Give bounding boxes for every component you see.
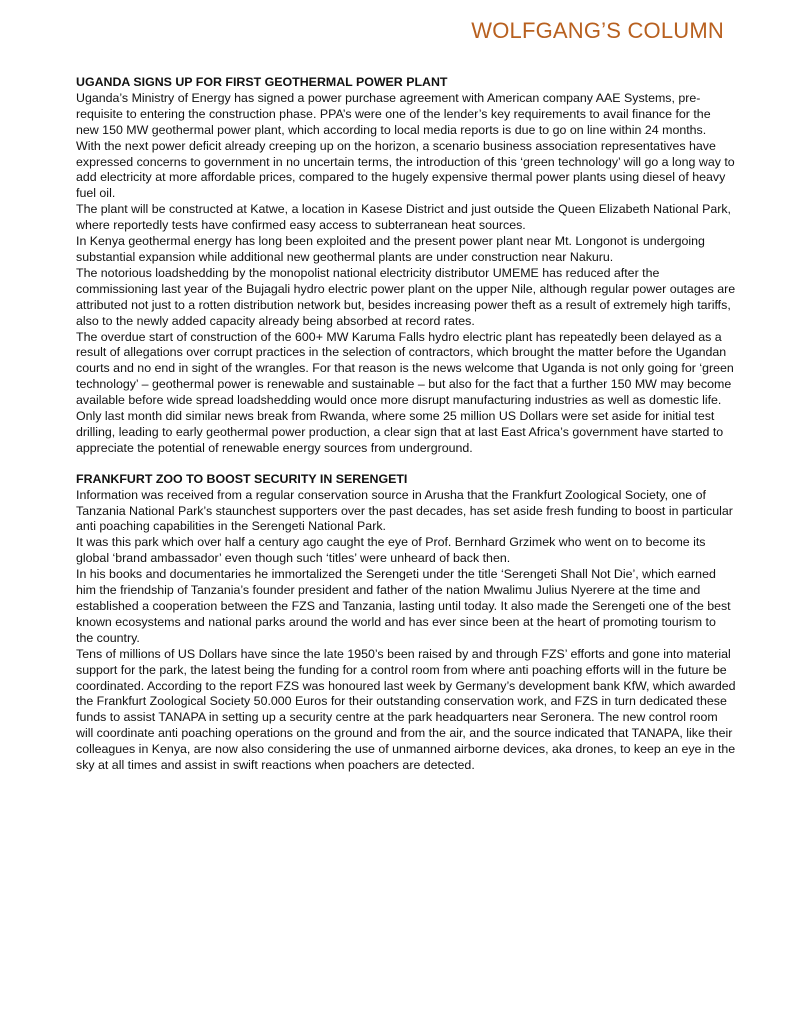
article-frankfurt-zoo — [76, 472, 736, 774]
article-paragraph: The notorious loadshedding by the monopolist national electricity distributor UMEME has reduced after the commissioning last year of the Bujagali hydro electric power plant on the upper Nile, although regular power outages are attributed not just to a rotten distribution network but, besides increasing power theft as a result of extremely high tariffs, also to the newly added capacity already being absorbed at record rates. — [76, 265, 736, 328]
article-uganda-geothermal — [76, 75, 736, 457]
article-paragraph: It was this park which over half a century ago caught the eye of Prof. Bernhard Grzimek who went on to become its global ‘brand ambassador’ even though such ‘titles’ were unheard of back then. — [76, 535, 706, 566]
column-title: WOLFGANG’S COLUMN — [471, 18, 724, 43]
article-paragraph: Tens of millions of US Dollars have since the late 1950’s been raised by and through FZS’ efforts and gone into material support for the park, the latest being the funding for a control room from where anti poaching efforts will in the future be coordinated. According to the report FZS was honoured last week by Germany’s development bank KfW, which awarded the Frankfurt Zoological Society 50.000 Euros for their outstanding conservation work, and FZS in turn dedicated these funds to assist TANAPA in setting up a security centre at the park headquarters near Seronera. The new control room will coordinate anti poaching operations on the ground and from the air, and the source indicated that TANAPA, like their colleagues in Kenya, are now also considering the use of unmanned airborne devices, aka drones, to keep an eye in the sky at all times and assist in swift reactions when poachers are detected. — [76, 646, 736, 773]
article-paragraph: The plant will be constructed at Katwe, a location in Kasese District and just outside the Queen Elizabeth National Park, where reportedly tests have confirmed easy access to subterranean heat sources. — [76, 202, 731, 233]
article-paragraph: In his books and documentaries he immortalized the Serengeti under the title ‘Serengeti Shall Not Die’, which earned him the friendship of Tanzania’s founder president and father of the nation Mwalimu Julius Nyerere at the time and established a cooperation between the FZS and Tanzania, lasting until today. It also made the Serengeti one of the best known ecosystems and national parks around the world and has ever since been at the heart of promoting tourism to the country. — [76, 567, 731, 645]
article-paragraph: In Kenya geothermal energy has long been exploited and the present power plant near Mt. Longonot is undergoing substantial expansion while additional new geothermal plants are under construction near Nakuru. — [76, 234, 705, 264]
article-paragraph: With the next power deficit already creeping up on the horizon, a scenario business association representatives have expressed concerns to government in no uncertain terms, the introduction of this ‘green technology’ will go a long way to add electricity at more affordable prices, compared to the hugely expensive thermal power plants using diesel of heavy fuel oil. — [76, 138, 735, 201]
article-paragraph: Information was received from a regular conservation source in Arusha that the Frankfurt Zoological Society, one of Tanzania National Park’s staunchest supporters over the past decades, has set aside fresh funding to boost in particular anti poaching capabilities in the Serengeti National Park. — [76, 487, 733, 534]
article-paragraph: The overdue start of construction of the 600+ MW Karuma Falls hydro electric plant has repeatedly been delayed as a result of allegations over corrupt practices in the selection of contractors, which brought the matter before the Ugandan courts and no end in sight of the wrangles. For that reason is the news welcome that Uganda is not only going for ‘green technology’ – geothermal power is renewable and sustainable – but also for the fact that a further 150 MW may become available before wide spread loadshedding would once more disrupt manufacturing industries as well as domestic life. — [76, 329, 734, 408]
article-paragraph: Only last month did similar news break from Rwanda, where some 25 million US Dollars were set aside for initial test drilling, leading to early geothermal power production, a clear sign that at last East Africa’s government have started to appreciate the potential of renewable energy sources from underground. — [76, 409, 724, 455]
article-headline: FRANKFURT ZOO TO BOOST SECURITY IN SERENGETI — [76, 471, 408, 486]
article-headline: UGANDA SIGNS UP FOR FIRST GEOTHERMAL POWER PLANT — [76, 75, 448, 89]
article-paragraph: Uganda’s Ministry of Energy has signed a power purchase agreement with American company AAE Systems, pre-requisite to entering the construction phase. PPA’s were one of the lender’s key requirements to avail finance for the new 150 MW geothermal power plant, which according to local media reports is due to go on line within 24 months. — [76, 90, 711, 137]
article-body — [76, 75, 736, 774]
